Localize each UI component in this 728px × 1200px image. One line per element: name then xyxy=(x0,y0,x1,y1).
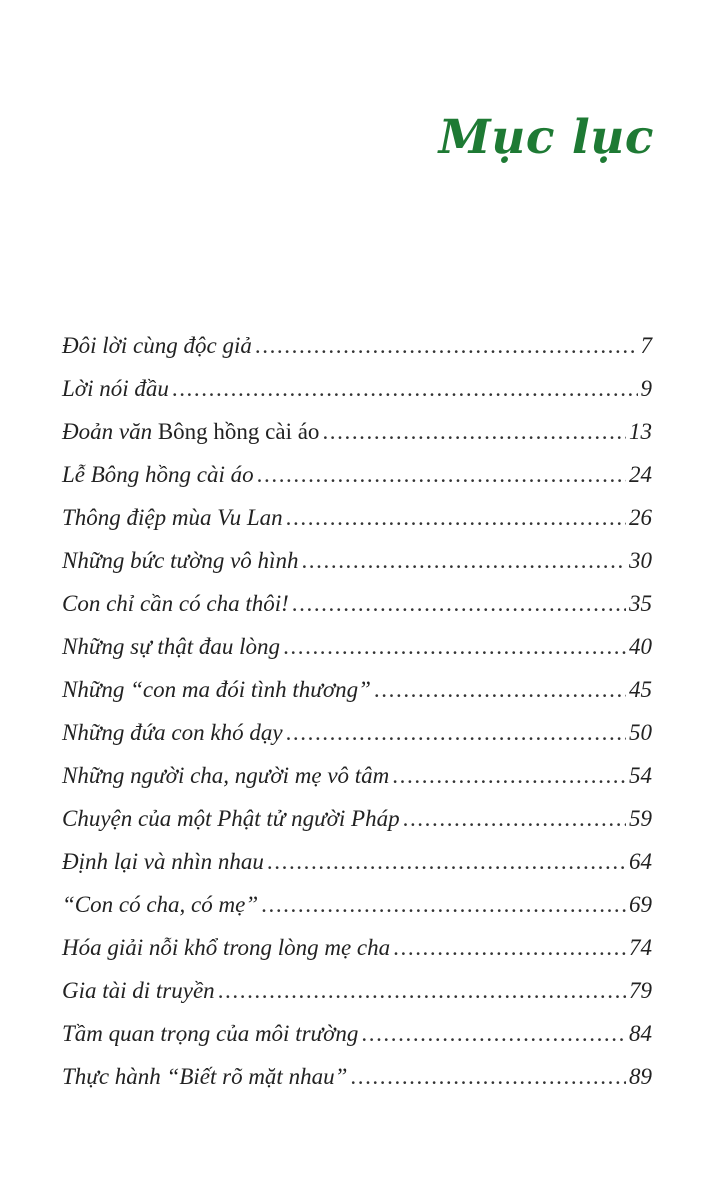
toc-entry-title: Những đứa con khó dạy xyxy=(62,720,283,745)
toc-entry-page: 69 xyxy=(629,892,652,917)
toc-entry-page: 26 xyxy=(629,505,652,530)
toc-entry xyxy=(62,935,652,978)
dot-leader xyxy=(392,763,626,789)
toc-entry-title: Đôi lời cùng độc giả xyxy=(62,333,252,358)
page-title: Mục lục xyxy=(438,110,654,165)
toc-entry-title: Gia tài di truyền xyxy=(62,978,215,1003)
toc-entry-page: 30 xyxy=(629,548,652,573)
dot-leader xyxy=(172,376,638,402)
dot-leader xyxy=(218,978,626,1004)
toc-entry-page: 59 xyxy=(629,806,652,831)
toc-entry-page: 40 xyxy=(629,634,652,659)
toc-entry xyxy=(62,849,652,892)
toc-entry-title-upright: Bông hồng cài áo xyxy=(157,419,320,444)
dot-leader xyxy=(255,333,638,359)
toc-entry-title: Những “con ma đói tình thương” xyxy=(62,677,371,702)
dot-leader xyxy=(283,634,626,660)
dot-leader xyxy=(350,1064,626,1090)
toc-entry xyxy=(62,892,652,935)
toc-entry-page: 50 xyxy=(629,720,652,745)
toc-entry xyxy=(62,634,652,677)
dot-leader xyxy=(403,806,626,832)
toc-entry xyxy=(62,806,652,849)
toc-entry-title: Chuyện của một Phật tử người Pháp xyxy=(62,806,400,831)
toc-entry xyxy=(62,376,652,419)
toc-entry-title: Tầm quan trọng của môi trường xyxy=(62,1021,359,1046)
toc-entry-page: 7 xyxy=(640,333,652,358)
toc-entry-title: Hóa giải nỗi khổ trong lòng mẹ cha xyxy=(62,935,391,960)
toc-entry-title: “Con có cha, có mẹ” xyxy=(62,892,259,917)
toc-entry xyxy=(62,333,652,376)
toc-entry xyxy=(62,505,652,548)
toc-entry-page: 89 xyxy=(629,1064,652,1089)
toc-entry-title: Những sự thật đau lòng xyxy=(62,634,281,659)
toc-entry-page: 74 xyxy=(629,935,652,960)
toc-entry xyxy=(62,677,652,720)
toc-entry-title: Con chỉ cần có cha thôi! xyxy=(62,591,289,616)
toc-entry xyxy=(62,548,652,591)
dot-leader xyxy=(267,849,626,875)
dot-leader xyxy=(261,892,626,918)
toc-entry xyxy=(62,462,652,505)
toc-entry-title: Định lại và nhìn nhau xyxy=(62,849,264,874)
toc-entry-page: 79 xyxy=(629,978,652,1003)
toc-entry-page: 54 xyxy=(629,763,652,788)
toc-entry-title: Thực hành “Biết rõ mặt nhau” xyxy=(62,1064,348,1089)
toc-entry-page: 9 xyxy=(640,376,652,401)
toc-entry-page: 35 xyxy=(629,591,652,616)
toc-entry-title: Những bức tường vô hình xyxy=(62,548,299,573)
dot-leader xyxy=(292,591,626,617)
toc-entry xyxy=(62,763,652,806)
toc-entry-page: 64 xyxy=(629,849,652,874)
toc-entry xyxy=(62,1064,652,1107)
dot-leader xyxy=(322,419,626,445)
toc-entry-title: Lời nói đầu xyxy=(62,376,169,401)
toc-entry xyxy=(62,591,652,634)
toc-entry-page: 84 xyxy=(629,1021,652,1046)
toc-entry-title: Lễ Bông hồng cài áo xyxy=(62,462,254,487)
dot-leader xyxy=(257,462,626,488)
toc-entry xyxy=(62,419,652,462)
toc-entry xyxy=(62,1021,652,1064)
dot-leader xyxy=(286,505,626,531)
toc-entry-page: 24 xyxy=(629,462,652,487)
toc-entry xyxy=(62,720,652,763)
dot-leader xyxy=(393,935,626,961)
table-of-contents xyxy=(62,333,652,1107)
toc-entry-page: 45 xyxy=(629,677,652,702)
toc-entry-title: Thông điệp mùa Vu Lan xyxy=(62,505,283,530)
dot-leader xyxy=(374,677,626,703)
toc-entry-title xyxy=(62,419,319,445)
dot-leader xyxy=(301,548,626,574)
dot-leader xyxy=(286,720,626,746)
toc-entry xyxy=(62,978,652,1021)
toc-entry-title: Những người cha, người mẹ vô tâm xyxy=(62,763,390,788)
dot-leader xyxy=(361,1021,626,1047)
toc-entry-page: 13 xyxy=(629,419,652,444)
toc-entry-title-prefix: Đoản văn xyxy=(62,419,153,444)
